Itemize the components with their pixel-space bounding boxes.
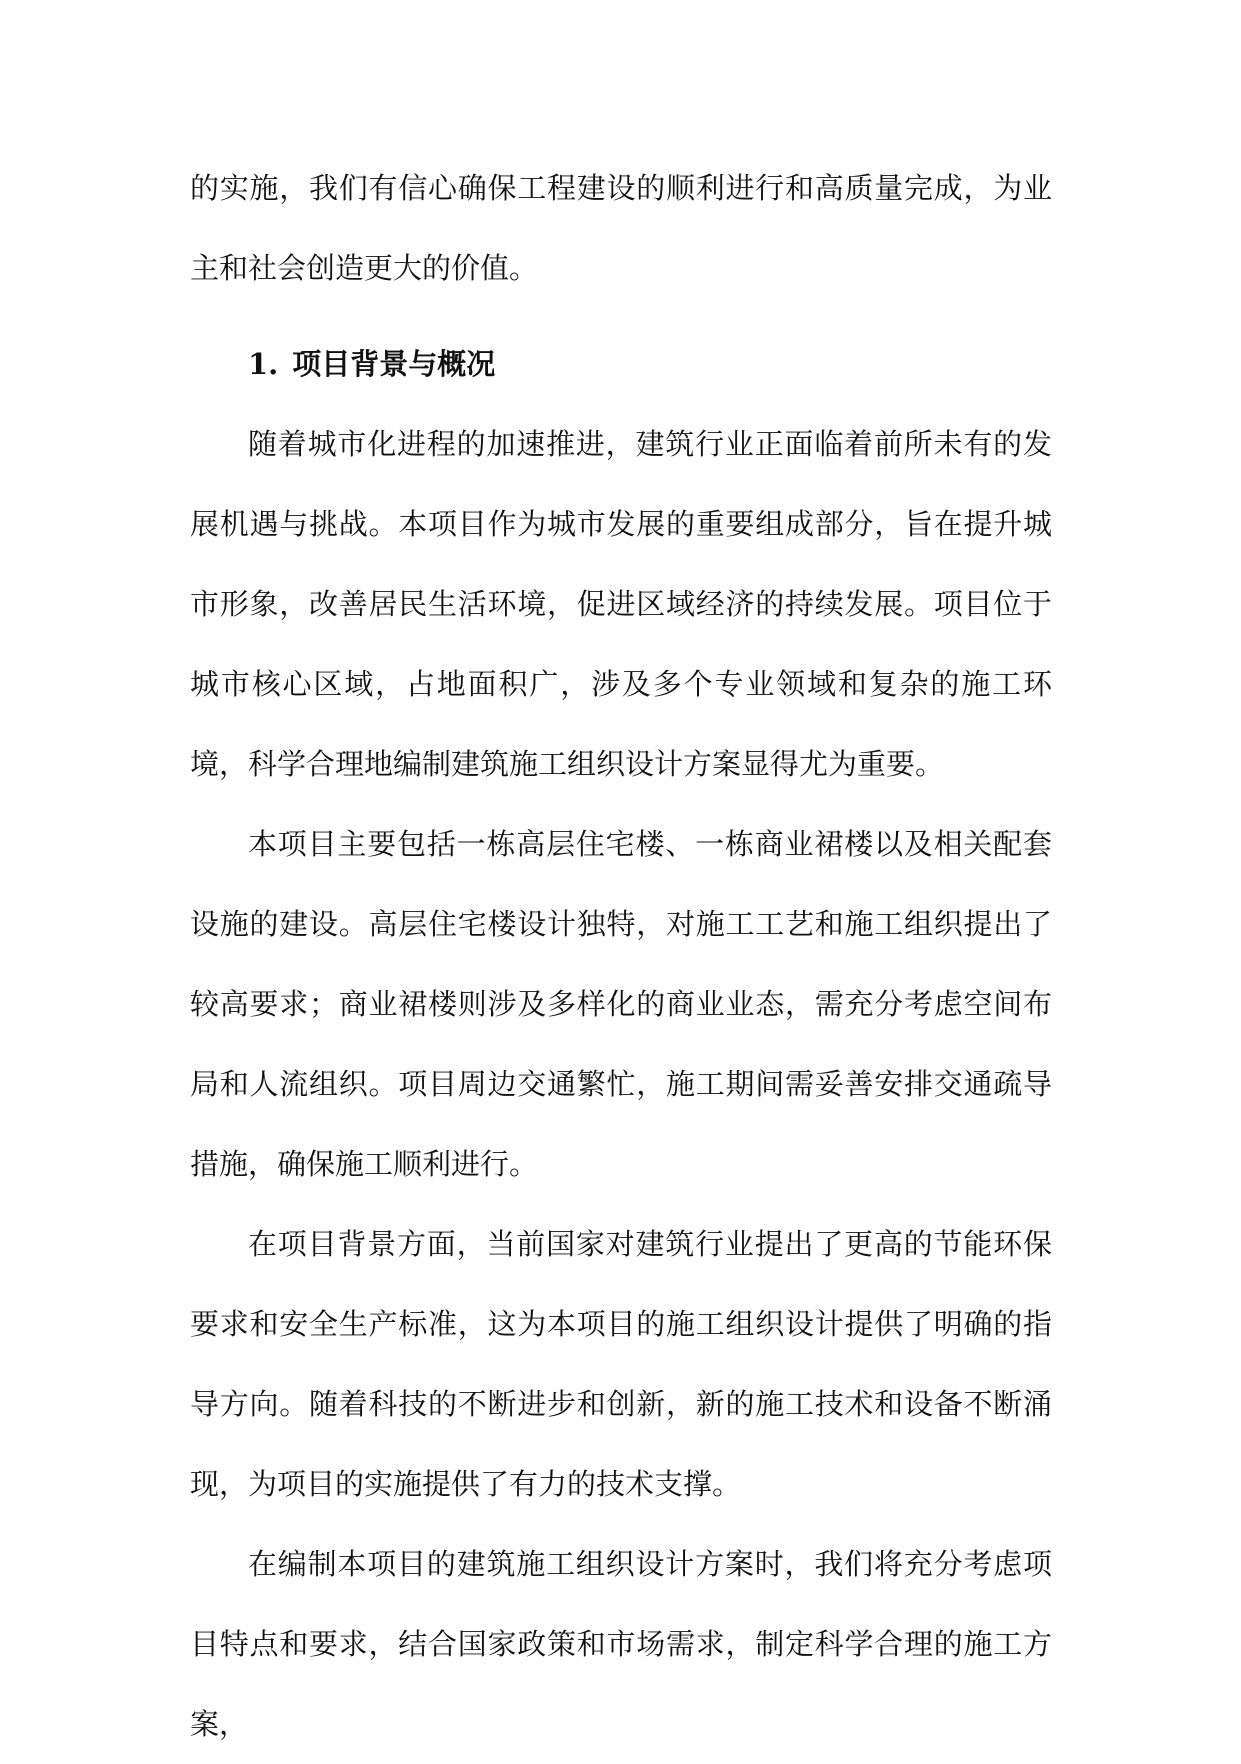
document-body	[190, 148, 1052, 1764]
body-paragraph-3: 在项目背景方面，当前国家对建筑行业提出了更高的节能环保要求和安全生产标准，这为本项目的施工组织设计提供了明确的指导方向。随着科技的不断进步和创新，新的施工技术和设备不断涌现，为项目的实施提供了有力的技术支撑。	[190, 1227, 1052, 1501]
body-paragraph-2: 本项目主要包括一栋高层住宅楼、一栋商业裙楼以及相关配套设施的建设。高层住宅楼设计独特，对施工工艺和施工组织提出了较高要求；商业裙楼则涉及多样化的商业业态，需充分考虑空间布局和人流组织。项目周边交通繁忙，施工期间需妥善安排交通疏导措施，确保施工顺利进行。	[190, 827, 1052, 1181]
section-title: 项目背景与概况	[292, 347, 496, 381]
section-number: 1.	[248, 347, 279, 381]
intro-continuation-paragraph: 的实施，我们有信心确保工程建设的顺利进行和高质量完成，为业主和社会创造更大的价值。	[190, 171, 1052, 285]
section-heading	[190, 324, 1052, 404]
body-paragraph-4: 在编制本项目的建筑施工组织设计方案时，我们将充分考虑项目特点和要求，结合国家政策和市场需求，制定科学合理的施工方案，	[190, 1547, 1052, 1741]
body-paragraph-1: 随着城市化进程的加速推进，建筑行业正面临着前所未有的发展机遇与挑战。本项目作为城市发展的重要组成部分，旨在提升城市形象，改善居民生活环境，促进区域经济的持续发展。项目位于城市核心区域，占地面积广，涉及多个专业领域和复杂的施工环境，科学合理地编制建筑施工组织设计方案显得尤为重要。	[190, 427, 1052, 781]
